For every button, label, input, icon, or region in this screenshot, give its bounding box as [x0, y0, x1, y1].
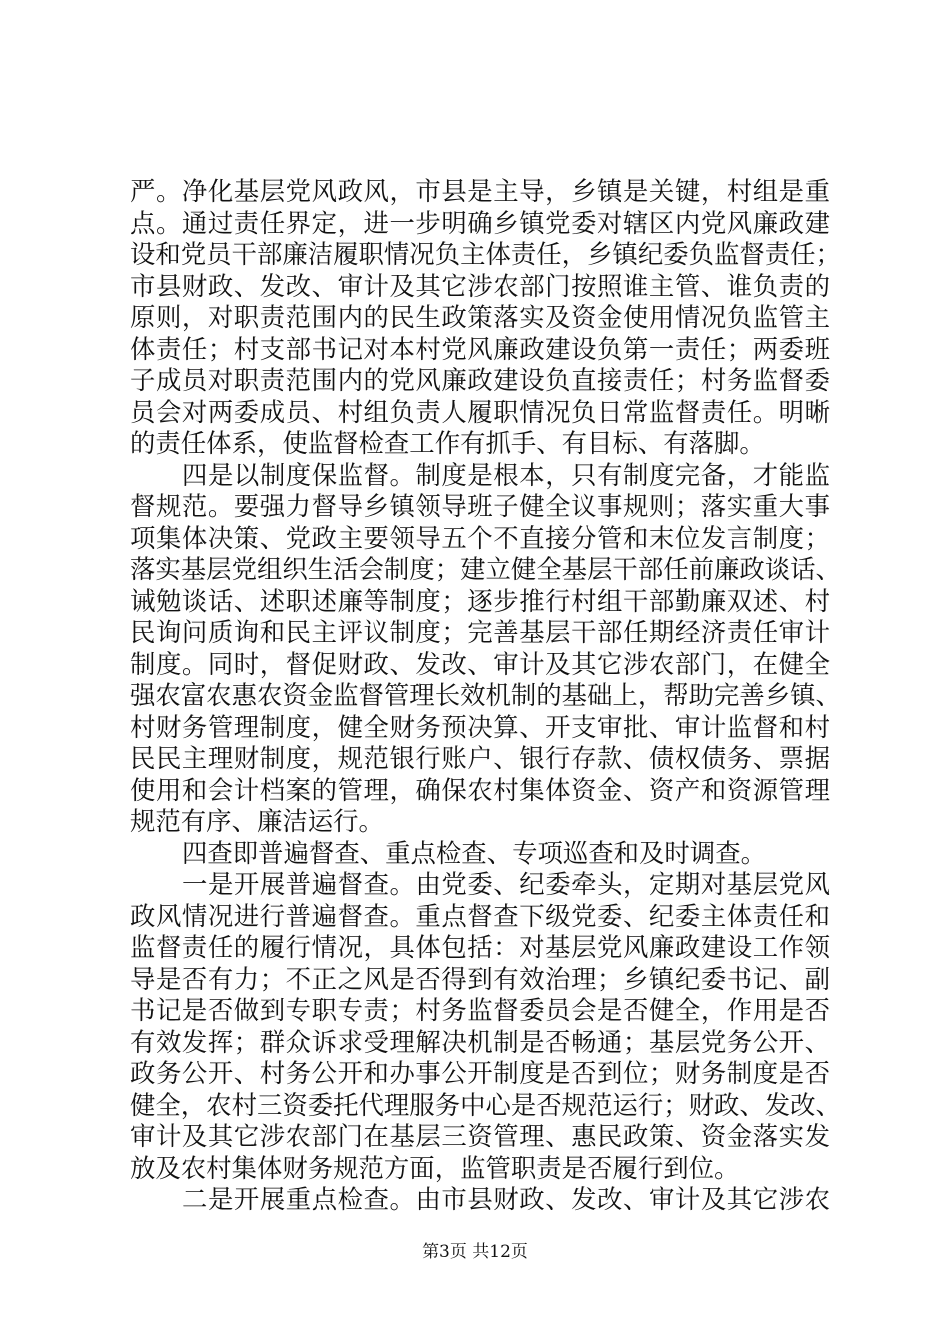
text-line: 政风情况进行普遍督查。重点督查下级党委、纪委主体责任和 [130, 900, 830, 931]
text-line: 审计及其它涉农部门在基层三资管理、惠民政策、资金落实发 [130, 1121, 830, 1151]
text-line: 制度。同时，督促财政、发改、审计及其它涉农部门，在健全 [130, 648, 830, 679]
text-line: 原则，对职责范围内的民生政策落实及资金使用情况负监管主 [130, 302, 830, 332]
text-line: 书记是否做到专职专责；村务监督委员会是否健全，作用是否 [130, 995, 830, 1025]
text-line: 严。净化基层党风政风，市县是主导，乡镇是关键，村组是重 [130, 176, 830, 206]
text-line: 员会对两委成员、村组负责人履职情况负日常监督责任。明晰 [130, 396, 830, 427]
text-line: 规范有序、廉洁运行。 [130, 806, 384, 836]
text-line: 项集体决策、党政主要领导五个不直接分管和末位发言制度； [130, 522, 830, 553]
text-line: 政务公开、村务公开和办事公开制度是否到位；财务制度是否 [130, 1058, 830, 1088]
text-line: 落实基层党组织生活会制度；建立健全基层干部任前廉政谈话、 [130, 554, 841, 584]
text-line: 子成员对职责范围内的党风廉政建设负直接责任；村务监督委 [130, 365, 830, 395]
text-line: 监督责任的履行情况，具体包括：对基层党风廉政建设工作领 [130, 932, 830, 962]
text-line: 的责任体系，使监督检查工作有抓手、有目标、有落脚。 [130, 428, 765, 458]
text-line: 健全，农村三资委托代理服务中心是否规范运行；财政、发改、 [130, 1089, 841, 1120]
text-line: 督规范。要强力督导乡镇领导班子健全议事规则；落实重大事 [130, 491, 830, 521]
text-line: 设和党员干部廉洁履职情况负主体责任，乡镇纪委负监督责任； [130, 239, 841, 269]
text-line: 使用和会计档案的管理，确保农村集体资金、资产和资源管理 [130, 774, 830, 805]
text-line: 民民主理财制度，规范银行账户、银行存款、债权债务、票据 [130, 743, 830, 773]
text-line: 一是开展普遍督查。由党委、纪委牵头，定期对基层党风 [182, 869, 830, 899]
text-line: 强农富农惠农资金监督管理长效机制的基础上，帮助完善乡镇、 [130, 680, 841, 710]
text-line: 民询问质询和民主评议制度；完善基层干部任期经济责任审计 [130, 617, 830, 647]
text-line: 放及农村集体财务规范方面，监管职责是否履行到位。 [130, 1152, 740, 1183]
text-line: 点。通过责任界定，进一步明确乡镇党委对辖区内党风廉政建 [130, 207, 830, 238]
text-line: 二是开展重点检查。由市县财政、发改、审计及其它涉农 [182, 1184, 830, 1214]
text-line: 导是否有力；不正之风是否得到有效治理；乡镇纪委书记、副 [130, 963, 830, 994]
text-line: 诫勉谈话、述职述廉等制度；逐步推行村组干部勤廉双述、村 [130, 585, 830, 616]
text-line: 村财务管理制度，健全财务预决算、开支审批、审计监督和村 [130, 711, 830, 742]
page-footer: 第3页 共12页 [422, 1242, 528, 1262]
text-line: 四查即普遍督查、重点检查、专项巡查和及时调查。 [182, 837, 766, 868]
text-line: 有效发挥；群众诉求受理解决机制是否畅通；基层党务公开、 [130, 1026, 830, 1057]
text-line: 四是以制度保监督。制度是根本，只有制度完备，才能监 [182, 459, 830, 490]
text-line: 体责任；村支部书记对本村党风廉政建设负第一责任；两委班 [130, 333, 830, 364]
text-line: 市县财政、发改、审计及其它涉农部门按照谁主管、谁负责的 [130, 270, 830, 301]
body-text [130, 176, 841, 1216]
